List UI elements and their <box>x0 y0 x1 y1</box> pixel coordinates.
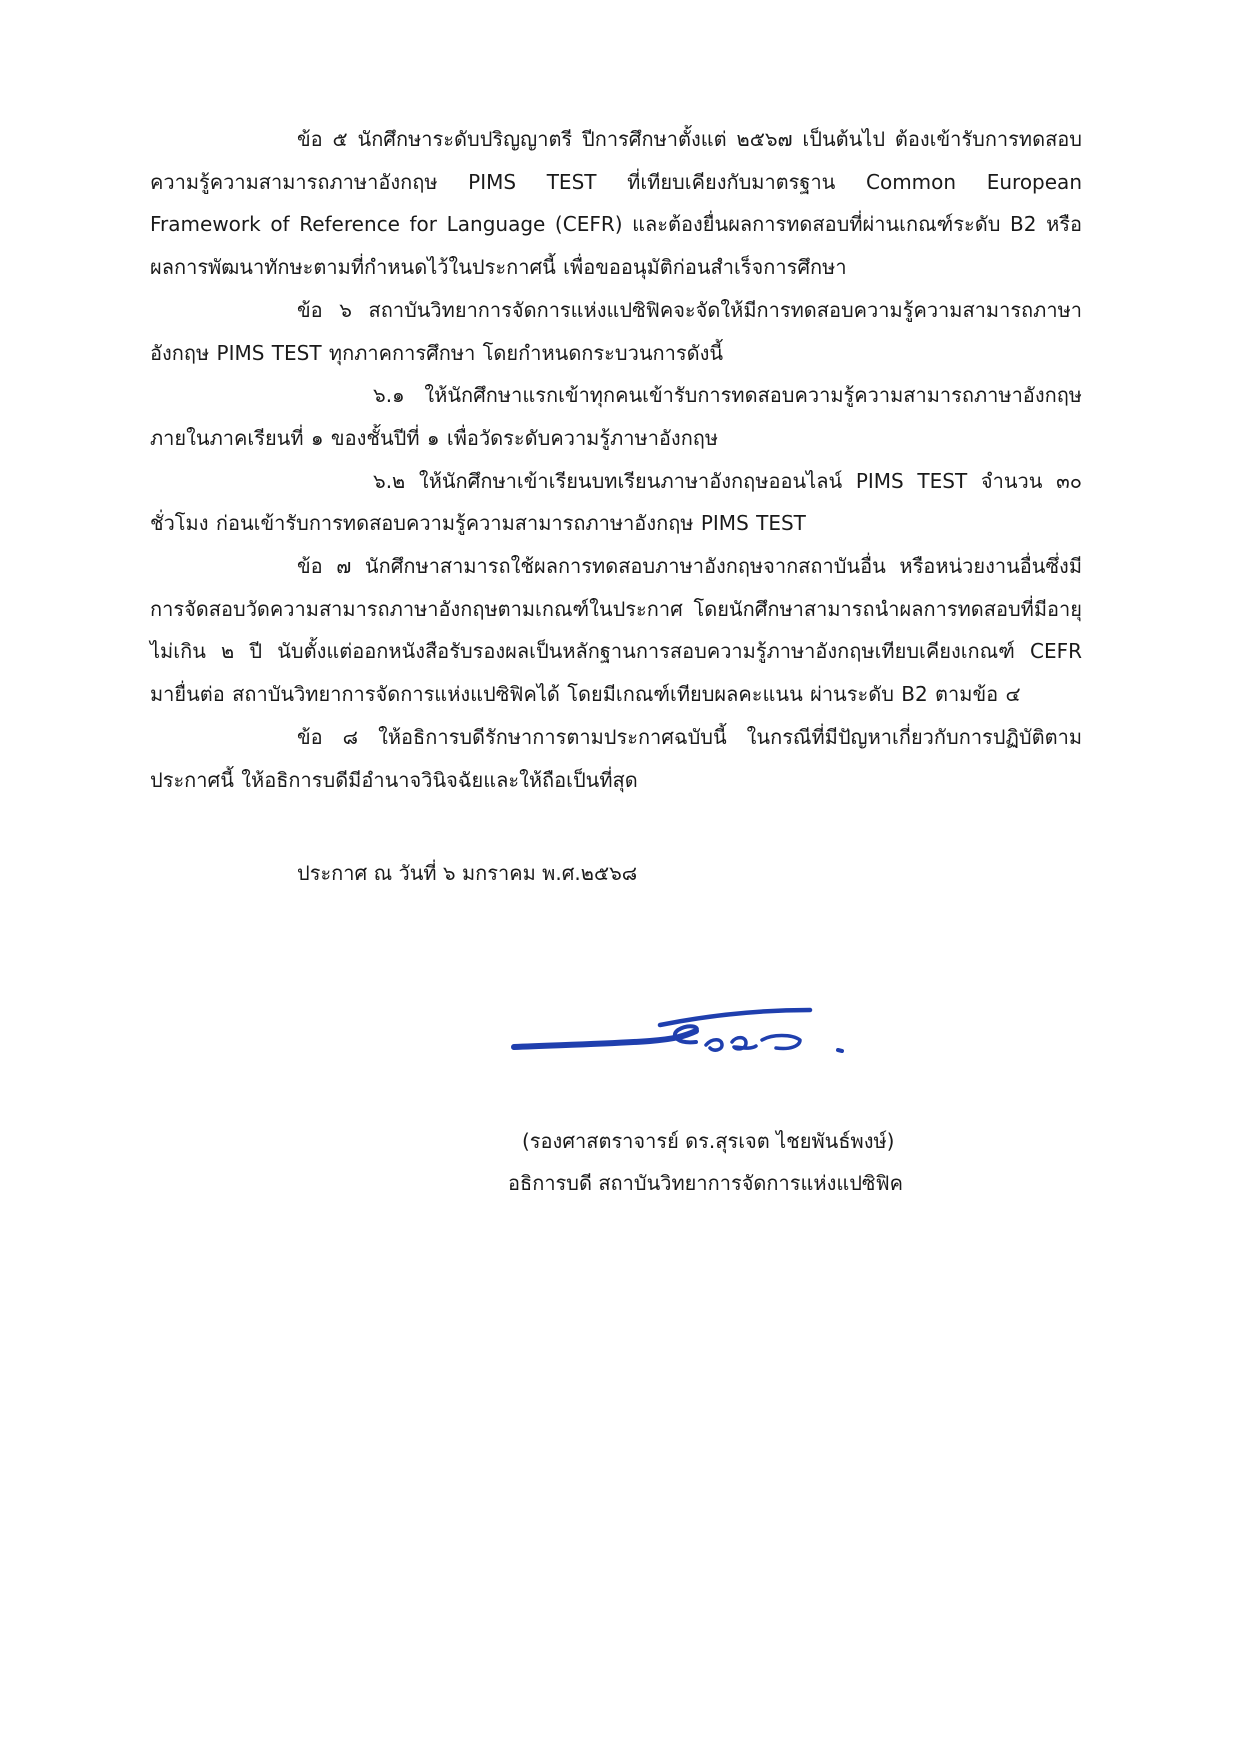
signatory-name: (รองศาสตราจารย์ ดร.สุรเจต ไชยพันธ์พงษ์) <box>522 1129 895 1153</box>
signature-image <box>500 990 900 1080</box>
clause-7-paragraph: ข้อ ๗ นักศึกษาสามารถใช้ผลการทดสอบภาษาอังกฤษจากสถาบันอื่น หรือหน่วยงานอื่นซึ่งมีการจัดสอบวัดความสามารถภาษาอังกฤษตามเกณฑ์ในประกาศ โดยนักศึกษาสามารถนำผลการทดสอบที่มีอายุไม่เกิน ๒ ปี นับตั้งแต่ออกหนังสือรับรองผลเป็นหลักฐานการสอบความรู้ภาษาอังกฤษเทียบเคียงเกณฑ์ CEFR มายื่นต่อ สถาบันวิทยาการจัดการแห่งแปซิฟิคได้ โดยมีเกณฑ์เทียบผลคะแนน ผ่านระดับ B2 ตามข้อ ๔ <box>150 554 1082 707</box>
clause-5-paragraph: ข้อ ๕ นักศึกษาระดับปริญญาตรี ปีการศึกษาตั้งแต่ ๒๕๖๗ เป็นต้นไป ต้องเข้ารับการทดสอบความรู้ความสามารถภาษาอังกฤษ PIMS TEST ที่เทียบเคียงกับมาตรฐาน Common European Framework of Reference for Language (CEFR) และต้องยื่นผลการทดสอบที่ผ่านเกณฑ์ระดับ B2 หรือ ผลการพัฒนาทักษะตามที่กำหนดไว้ในประกาศนี้ เพื่อขออนุมัติก่อนสำเร็จการศึกษา <box>150 127 1082 280</box>
clause-6-1-paragraph: ๖.๑ ให้นักศึกษาแรกเข้าทุกคนเข้ารับการทดสอบความรู้ความสามารถภาษาอังกฤษภายในภาคเรียนที่ ๑ ของชั้นปีที่ ๑ เพื่อวัดระดับความรู้ภาษาอังกฤษ <box>150 383 1082 450</box>
announcement-date: ประกาศ ณ วันที่ ๖ มกราคม พ.ศ.๒๕๖๘ <box>297 861 638 885</box>
clause-6-paragraph: ข้อ ๖ สถาบันวิทยาการจัดการแห่งแปซิฟิคจะจัดให้มีการทดสอบความรู้ความสามารถภาษาอังกฤษ PIMS TEST ทุกภาคการศึกษา โดยกำหนดกระบวนการดังนี้ <box>150 297 1082 365</box>
clause-8-paragraph: ข้อ ๘ ให้อธิการบดีรักษาการตามประกาศฉบับนี้ ในกรณีที่มีปัญหาเกี่ยวกับการปฏิบัติตามประกาศนี้ ให้อธิการบดีมีอำนาจวินิจฉัยและให้ถือเป็นที่สุด <box>150 724 1082 792</box>
clause-6-2-paragraph: ๖.๒ ให้นักศึกษาเข้าเรียนบทเรียนภาษาอังกฤษออนไลน์ PIMS TEST จำนวน ๓๐ ชั่วโมง ก่อนเข้ารับการทดสอบความรู้ความสามารถภาษาอังกฤษ PIMS TEST <box>150 468 1082 536</box>
announcement-body <box>150 118 1082 801</box>
signatory-block <box>430 1120 950 1204</box>
signatory-position: อธิการบดี สถาบันวิทยาการจัดการแห่งแปซิฟิค <box>508 1171 904 1195</box>
